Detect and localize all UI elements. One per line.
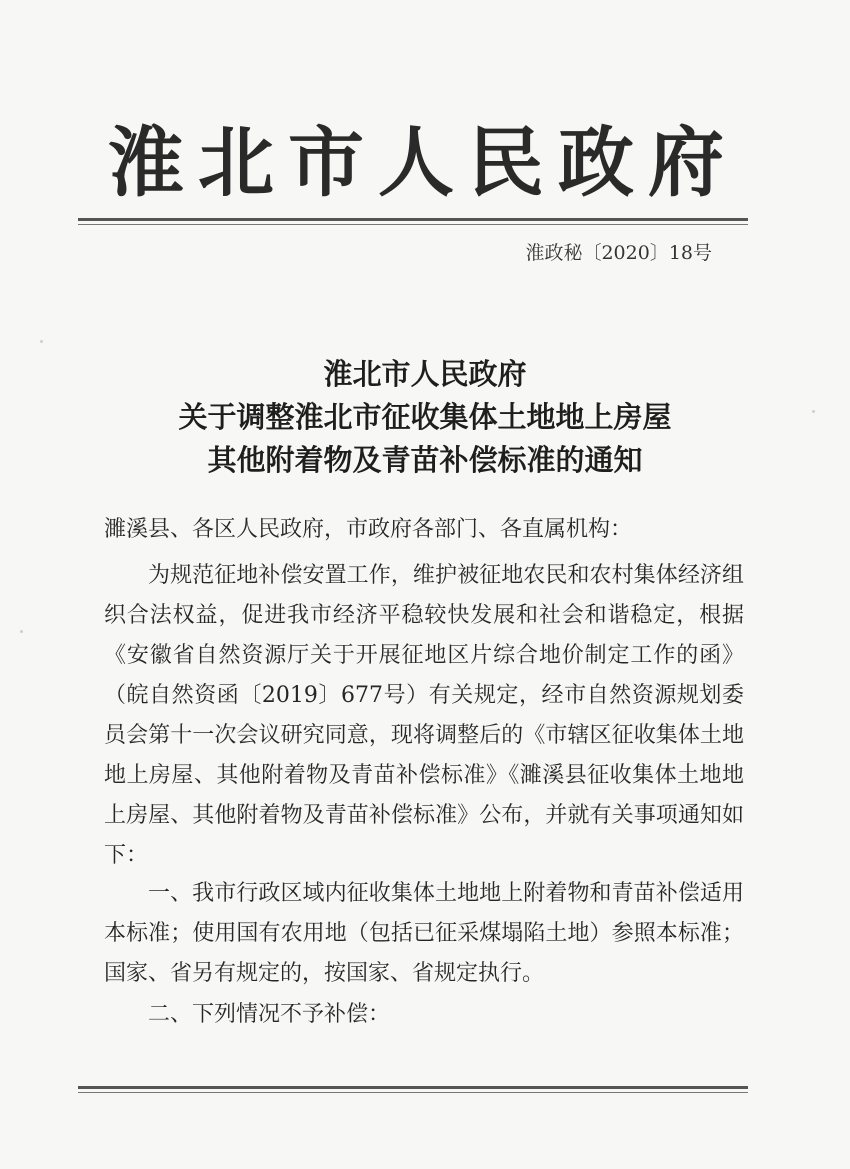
salutation: 濉溪县、各区人民政府，市政府各部门、各直属机构： xyxy=(104,517,633,542)
paragraph-3: 二、下列情况不予补偿： xyxy=(148,1002,391,1027)
notice-title-line-2: 关于调整淮北市征收集体土地地上房屋 xyxy=(178,400,672,434)
header-rule-thin xyxy=(78,224,748,225)
footer-rule-thick xyxy=(78,1086,748,1089)
scan-speck xyxy=(812,410,815,413)
footer-rule-thin xyxy=(78,1092,748,1093)
scan-speck xyxy=(20,630,23,633)
paragraph-1: 为规范征地补偿安置工作，维护被征地农民和农村集体经济组织合法权益，促进我市经济平稳较快发展和社会和谐稳定，根据《安徽省自然资源厅关于开展征地区片综合地价制定工作的函》（皖自然资函〔2019〕677号）有关规定，经市自然资源规划委员会第十一次会议研究同意，现将调整后的《市辖区征收集体土地地上房屋、其他附着物及青苗补偿标准》《濉溪县征收集体土地地上房屋、其他附着物及青苗补偿标准》公布，并就有关事项通知如下： xyxy=(104,563,744,868)
scan-speck xyxy=(40,340,43,343)
paragraph-2: 一、我市行政区域内征收集体土地地上附着物和青苗补偿适用本标准；使用国有农用地（包括已征采煤塌陷土地）参照本标准；国家、省另有规定的，按国家、省规定执行。 xyxy=(104,881,744,986)
notice-title-line-3: 其他附着物及青苗补偿标准的通知 xyxy=(207,443,643,477)
header-rule-thick xyxy=(78,218,748,221)
issuer-header: 淮北市人民政府 xyxy=(108,118,738,207)
notice-title-line-1: 淮北市人民政府 xyxy=(323,357,527,391)
document-number: 淮政秘〔2020〕18号 xyxy=(525,242,712,264)
